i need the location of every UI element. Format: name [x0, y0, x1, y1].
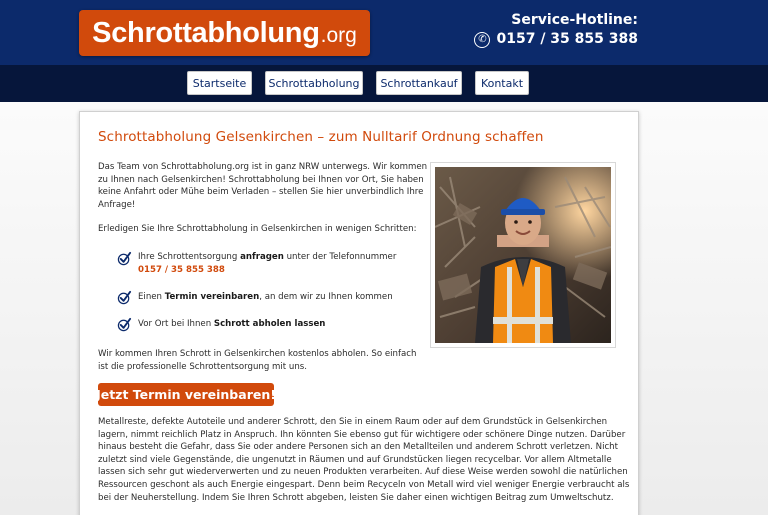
checkmark-icon: [117, 251, 132, 266]
nav-item-schrottankauf[interactable]: Schrottankauf: [376, 71, 462, 95]
step-text-pre: Ihre Schrottentsorgung: [138, 252, 241, 262]
logo-tld-text: .org: [320, 24, 357, 47]
logo-main-text: Schrottabholung: [92, 16, 320, 49]
outro-line: ist die professionelle Schrottentsorgung mit uns.: [98, 361, 308, 372]
hotline-number-row[interactable]: [474, 31, 638, 48]
body-line: bei der Neuherstellung. Indem Sie Ihren Schrott abgeben, leisten Sie daher einen wichtigen Beitrag zum Umweltschutz.: [98, 492, 614, 503]
page-title: Schrottabholung Gelsenkirchen – zum Nulltarif Ordnung schaffen: [98, 129, 544, 145]
step-item-appointment: [138, 291, 393, 304]
body-paragraph: [98, 416, 628, 504]
body-line: hinaus besteht die Gefahr, dass Sie oder andere Personen sich an den Metallteilen und anderem Schrott verletzen. Nicht: [98, 442, 618, 453]
body-line: zuletzt sind viele Gegenstände, die ungenutzt in Räumen und auf Grundstücken liegen recycelbar. Vor allem Altmetalle: [98, 454, 612, 465]
step-text-bold: Termin vereinbaren: [164, 292, 260, 302]
steps-intro: Erledigen Sie Ihre Schrottabholung in Gelsenkirchen in wenigen Schritten:: [98, 224, 417, 234]
body-line: lassen sich sehr gut wiederverwerten und zu neuen Produkten verarbeiten. Auf diese Weise werden sowohl die natürlichen: [98, 467, 628, 478]
nav-item-schrottabholung[interactable]: Schrottabholung: [265, 71, 363, 95]
book-appointment-button[interactable]: Jetzt Termin vereinbaren!: [98, 383, 274, 406]
step-text-post: unter der Telefonnummer: [283, 252, 397, 262]
nav-item-startseite[interactable]: Startseite: [187, 71, 252, 95]
hotline-number[interactable]: 0157 / 35 855 388: [496, 31, 638, 47]
intro-line: keine Anfahrt oder Mühe beim Verladen – stellen Sie hier unverbindlich Ihre: [98, 187, 424, 198]
intro-line: Anfrage!: [98, 199, 136, 210]
outro-paragraph: [98, 348, 428, 373]
hotline-title: Service-Hotline:: [511, 12, 638, 28]
step-item-pickup: [138, 318, 325, 331]
outro-line: Wir kommen Ihren Schrott in Gelsenkirchen kostenlos abholen. So einfach: [98, 349, 417, 359]
site-logo[interactable]: [79, 10, 370, 56]
step-item-request: [138, 251, 396, 277]
step-text-pre: Vor Ort bei Ihnen: [138, 319, 214, 329]
intro-line: zu Ihnen nach Gelsenkirchen! Schrottabholung bei Ihnen vor Ort, Sie haben: [98, 174, 424, 185]
body-line: lagern, nimmt reichlich Platz in Anspruch. Ihn könnten Sie ebenso gut für wichtigere oder schönere Dinge nutzen. Darüber: [98, 429, 626, 440]
step-text-bold: anfragen: [240, 252, 284, 262]
checkmark-icon: [117, 290, 132, 305]
site-header: [0, 0, 768, 65]
worker-photo-frame: [430, 162, 616, 348]
step-text-pre: Einen: [138, 292, 165, 302]
service-hotline: [474, 12, 638, 48]
step-text-bold: Schrott abholen lassen: [213, 319, 326, 329]
nav-item-kontakt[interactable]: Kontakt: [475, 71, 529, 95]
step-text-post: , an dem wir zu Ihnen kommen: [259, 292, 393, 302]
body-line: Ressourcen geschont als auch Energie eingespart. Denn beim Recyceln von Metall wird viel weniger Energie verbraucht als: [98, 479, 630, 490]
step-phone-link[interactable]: 0157 / 35 855 388: [138, 265, 225, 275]
main-content-card: [79, 111, 639, 515]
phone-icon: ✆: [474, 32, 490, 48]
checkmark-icon: [117, 317, 132, 332]
intro-line: Das Team von Schrottabholung.org ist in ganz NRW unterwegs. Wir kommen: [98, 162, 428, 172]
body-line: Metallreste, defekte Autoteile und anderer Schrott, den Sie in einem Raum oder auf dem Grundstück in Gelsenkirchen: [98, 417, 608, 427]
main-navigation: [0, 65, 768, 102]
scrap-worker-photo: [435, 167, 611, 343]
intro-paragraph: [98, 161, 428, 211]
